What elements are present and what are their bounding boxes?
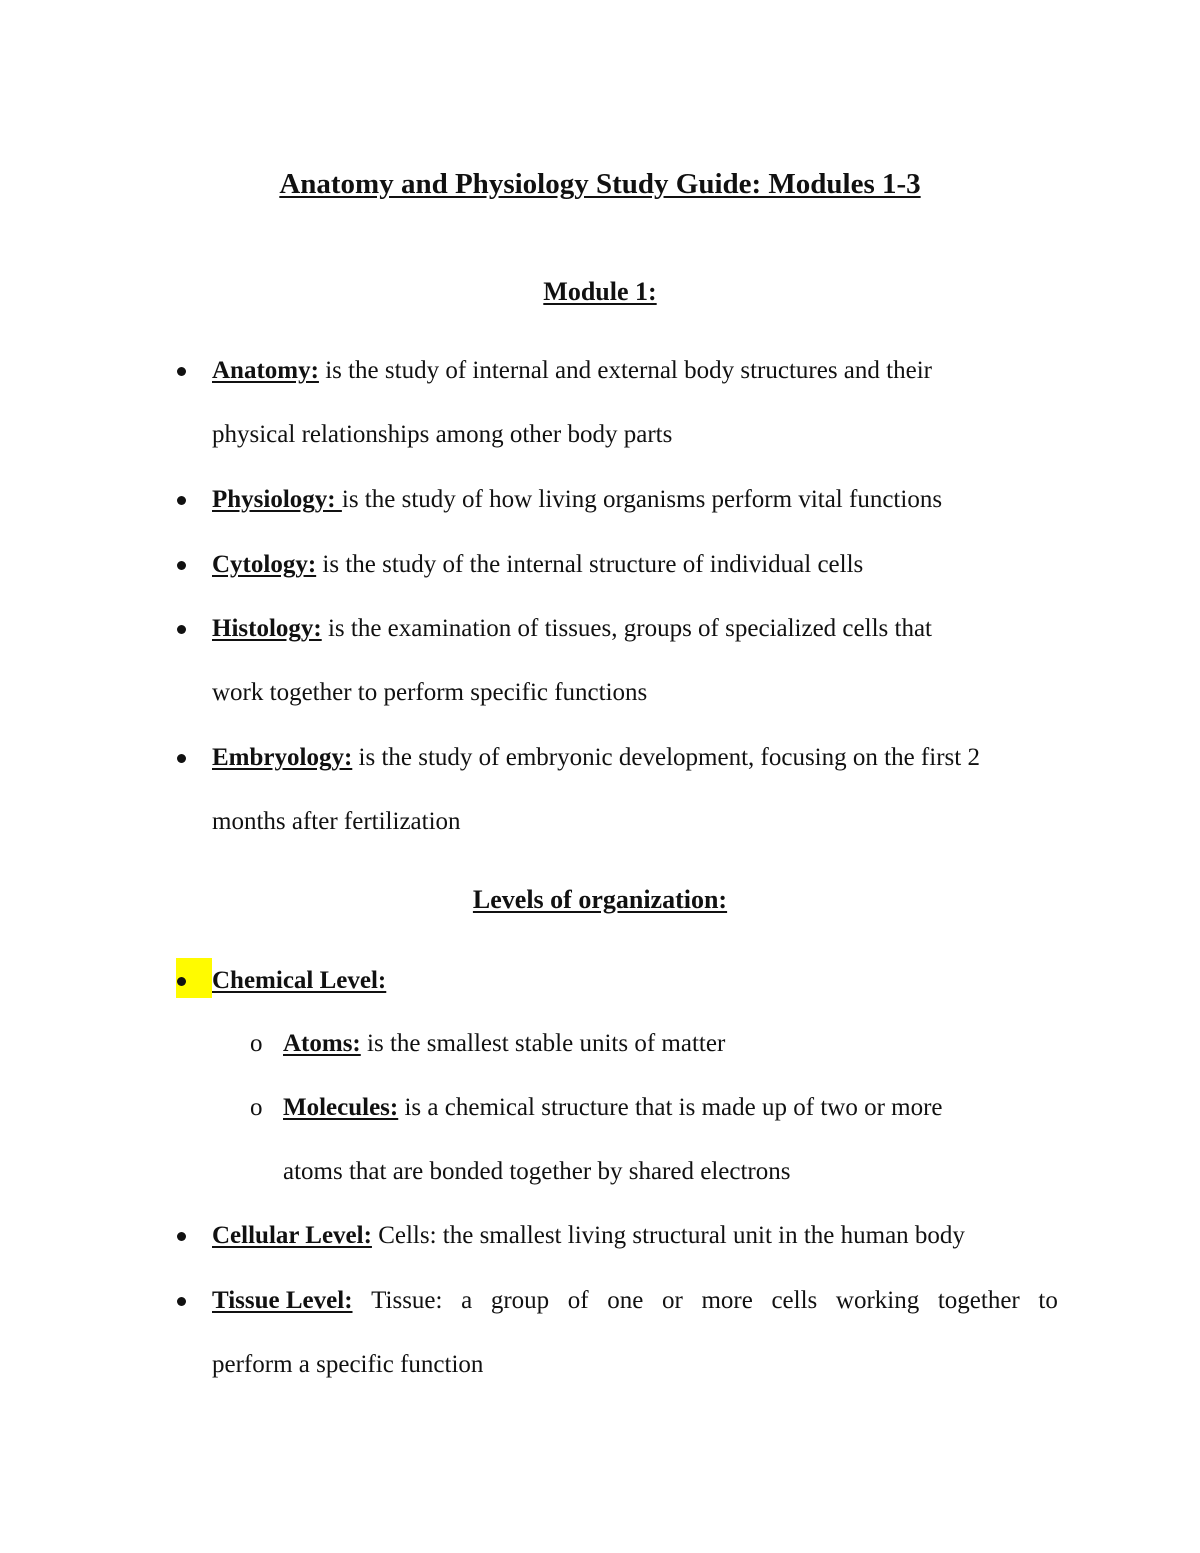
tissue-word: a xyxy=(461,1287,473,1314)
definition-text: is the study of embryonic development, focusing on the first 2 xyxy=(352,744,980,771)
definition-anatomy xyxy=(212,356,932,386)
definition-atoms xyxy=(283,1029,725,1059)
tissue-word: or xyxy=(661,1287,683,1314)
module-1-heading: Module 1: xyxy=(543,277,657,306)
definition-text: is the study of internal and external body structures and their xyxy=(318,357,932,384)
definition-molecules-cont: atoms that are bonded together by shared electrons xyxy=(283,1158,791,1185)
levels-heading: Levels of organization: xyxy=(472,885,728,914)
definition-molecules xyxy=(283,1093,943,1123)
bullet-icon xyxy=(177,625,186,634)
bullet-icon xyxy=(177,977,186,986)
tissue-word: Tissue: xyxy=(371,1287,443,1314)
bullet-icon xyxy=(177,496,186,505)
term-histology: Histology: xyxy=(212,615,322,642)
circle-bullet-icon: o xyxy=(250,1094,263,1121)
term-cellular-level: Cellular Level: xyxy=(212,1222,372,1249)
circle-bullet-icon: o xyxy=(250,1030,263,1057)
definition-text: Cells: the smallest living structural unit in the human body xyxy=(371,1222,965,1249)
bullet-icon xyxy=(177,561,186,570)
definition-text: is the examination of tissues, groups of specialized cells that xyxy=(321,615,932,642)
tissue-word: one xyxy=(607,1287,644,1314)
document-title: Anatomy and Physiology Study Guide: Modules 1-3 xyxy=(279,168,921,200)
definition-embryology xyxy=(212,743,980,773)
level-tissue-cont: perform a specific function xyxy=(212,1351,484,1378)
tissue-word: cells xyxy=(771,1287,818,1314)
level-chemical xyxy=(212,966,386,996)
tissue-word: group xyxy=(490,1287,550,1314)
term-physiology: Physiology: xyxy=(212,486,342,513)
term-tissue-level: Tissue Level: xyxy=(212,1287,353,1314)
term-atoms: Atoms: xyxy=(283,1030,361,1057)
definition-histology-cont: work together to perform specific functions xyxy=(212,679,648,706)
tissue-word: working xyxy=(835,1287,920,1314)
level-tissue xyxy=(212,1286,1058,1316)
tissue-word: more xyxy=(701,1287,753,1314)
definition-text: is the study of the internal structure of individual cells xyxy=(316,551,864,578)
tissue-word: together xyxy=(937,1287,1020,1314)
definition-text: is a chemical structure that is made up of two or more xyxy=(398,1094,943,1121)
term-molecules: Molecules: xyxy=(283,1094,399,1121)
term-embryology: Embryology: xyxy=(212,744,353,771)
tissue-word: of xyxy=(567,1287,589,1314)
definition-cytology xyxy=(212,550,863,580)
bullet-icon xyxy=(177,1232,186,1241)
definition-embryology-cont: months after fertilization xyxy=(212,808,461,835)
term-anatomy: Anatomy: xyxy=(212,357,319,384)
bullet-icon xyxy=(177,754,186,763)
bullet-icon xyxy=(177,367,186,376)
term-chemical-level: Chemical Level: xyxy=(212,967,387,994)
definition-physiology xyxy=(212,485,942,515)
level-cellular xyxy=(212,1221,965,1251)
definition-anatomy-cont: physical relationships among other body parts xyxy=(212,421,673,448)
definition-histology xyxy=(212,614,932,644)
bullet-icon xyxy=(177,1297,186,1306)
definition-text: is the smallest stable units of matter xyxy=(360,1030,726,1057)
tissue-word: to xyxy=(1038,1287,1058,1314)
term-cytology: Cytology: xyxy=(212,551,317,578)
definition-text: is the study of how living organisms perform vital functions xyxy=(341,486,943,513)
